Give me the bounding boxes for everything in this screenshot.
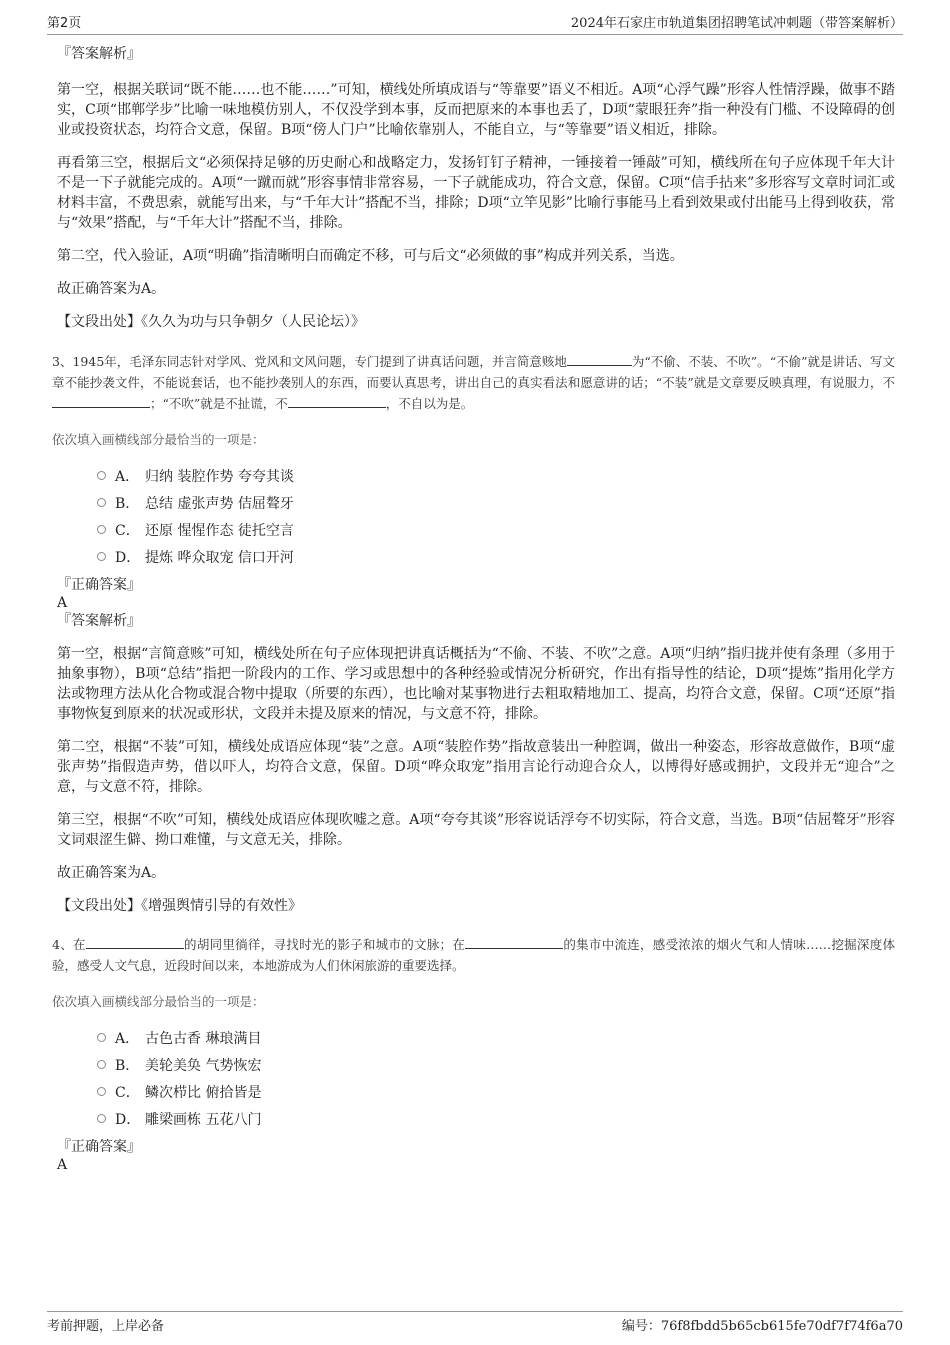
footer-slogan: 考前押题，上岸必备 xyxy=(47,1319,165,1334)
radio-icon[interactable] xyxy=(97,1033,106,1042)
source-citation: 【文段出处】《增强舆情引导的有效性》 xyxy=(57,898,302,914)
answer-conclusion: 故正确答案为A。 xyxy=(57,865,166,881)
analysis-paragraph: 再看第三空，根据后文“必须保持足够的历史耐心和战略定力，发扬钉钉子精神，一锤接着一锤敲”可知，横线所在句子应体现千年大计不是一下子就能完成的。A项“一蹴而就”形容事情非常容易，一下子就能成功，符合文意，保留。C项“信手拈来”多形容写文章时词汇或材料丰富，不费思索，就能写出来，与“千年大计”搭配不当，排除；D项“立竿见影”比喻行事能马上看到效果或付出能马上得到收获，常与“效果”搭配，与“千年大计”搭配不当，排除。 xyxy=(57,155,895,231)
page-content xyxy=(52,44,895,1174)
analysis-paragraph: 第一空，根据关联词“既不能……也不能……”可知，横线处所填成语与“等靠要”语义不相近。A项“心浮气躁”形容人性情浮躁，做事不踏实，C项“邯郸学步”比喻一味地模仿别人，不仅没学到本事，反而把原来的本事也丢了，D项“蒙眼狂奔”指一种没有门槛、不设障碍的创业或投资状态，均符合文意，保留。B项“傍人门户”比喻依靠别人，不能自立，与“等靠要”语义相近，排除。 xyxy=(57,82,895,138)
document-id: 编号：76f8fbdd5b65cb615fe70df7f74f6a70 xyxy=(621,1319,903,1334)
question-4-stem: 4、在 的胡同里徜徉，寻找时光的影子和城市的文脉；在 的集市中流连，感受浓浓的烟火气和人情味……挖掘深度体验，感受人文气息，近段时间以来，本地游成为人们休闲旅游的重要选择。 xyxy=(52,934,895,976)
option-d[interactable]: D． 提炼 哗众取宠 信口开河 xyxy=(97,543,895,570)
page-number: 第2页 xyxy=(47,16,82,31)
fill-blank xyxy=(567,351,632,366)
radio-icon[interactable] xyxy=(97,525,106,534)
fill-blank xyxy=(465,934,563,949)
fill-blank xyxy=(86,934,184,949)
analysis-paragraph: 第三空，根据“不吹”可知，横线处成语应体现吹嘘之意。A项“夸夸其谈”形容说话浮夸不切实际，符合文意，当选。B项“佶屈聱牙”形容文词艰涩生僻、拗口难懂，与文意无关，排除。 xyxy=(57,812,895,848)
radio-icon[interactable] xyxy=(97,552,106,561)
fill-blank xyxy=(288,393,386,408)
radio-icon[interactable] xyxy=(97,498,106,507)
question-4-options xyxy=(97,1024,895,1132)
correct-answer-label: 『正确答案』 xyxy=(57,577,141,593)
page-footer xyxy=(47,1311,903,1337)
radio-icon[interactable] xyxy=(97,471,106,480)
option-a[interactable]: A． 归纳 装腔作势 夸夸其谈 xyxy=(97,462,895,489)
analysis-paragraph: 第一空，根据“言简意赅”可知，横线处所在句子应体现把讲真话概括为“不偷、不装、不吹”之意。A项“归纳”指归拢并使有条理（多用于抽象事物），B项“总结”指把一阶段内的工作、学习或思想中的各种经验或情况分析研究，作出有指导性的结论，D项“提炼”指用化学方法或物理方法从化合物或混合物中提取（所要的东西），也比喻对某事物进行去粗取精地加工、提高，均符合文意，保留。C项“还原”指事物恢复到原来的状况或形状，文段并未提及原来的情况，与文意不符，排除。 xyxy=(57,646,895,722)
page-header xyxy=(47,12,903,35)
option-d[interactable]: D． 雕梁画栋 五花八门 xyxy=(97,1105,895,1132)
analysis-paragraph: 第二空，代入验证，A项“明确”指清晰明白而确定不移，可与后文“必须做的事”构成并列关系，当选。 xyxy=(57,248,684,264)
correct-answer-label: 『正确答案』 xyxy=(57,1139,141,1155)
correct-answer: A xyxy=(57,1157,68,1173)
question-3-stem: 3、1945年，毛泽东同志针对学风、党风和文风问题，专门提到了讲真话问题，并言简意赅地 为“不偷、不装、不吹”。“不偷”就是讲话、写文章不能抄袭文件，不能说套话，也不能抄袭别人的东西，而要认真思考，讲出自己的真实看法和愿意讲的话；“不装”就是文章要反映真理，有说服力，不；“不吹”就是不扯谎，不 ，不自以为是。 xyxy=(52,351,895,414)
correct-answer: A xyxy=(57,595,68,611)
analysis-paragraph: 第二空，根据“不装”可知，横线处成语应体现“装”之意。A项“装腔作势”指故意装出一种腔调，做出一种姿态，形容故意做作，B项“虚张声势”指假造声势，借以吓人，均符合文意，保留。D项“哗众取宠”指用言论行动迎合众人，以博得好感或拥护，文段并无“迎合”之意，与文意不符，排除。 xyxy=(57,739,895,795)
answer-conclusion: 故正确答案为A。 xyxy=(57,281,166,297)
analysis-label: 『答案解析』 xyxy=(57,613,141,629)
option-c[interactable]: C． 还原 惺惺作态 徒托空言 xyxy=(97,516,895,543)
option-c[interactable]: C． 鳞次栉比 俯拾皆是 xyxy=(97,1078,895,1105)
option-b[interactable]: B． 美轮美奂 气势恢宏 xyxy=(97,1051,895,1078)
radio-icon[interactable] xyxy=(97,1087,106,1096)
question-4-hint: 依次填入画横线部分最恰当的一项是： xyxy=(52,994,265,1009)
option-a[interactable]: A． 古色古香 琳琅满目 xyxy=(97,1024,895,1051)
source-citation: 【文段出处】《久久为功与只争朝夕（人民论坛）》 xyxy=(57,314,365,330)
question-3-options xyxy=(97,462,895,570)
analysis-label: 『答案解析』 xyxy=(57,46,141,62)
option-b[interactable]: B． 总结 虚张声势 佶屈聱牙 xyxy=(97,489,895,516)
document-title: 2024年石家庄市轨道集团招聘笔试冲刺题（带答案解析） xyxy=(570,16,903,31)
radio-icon[interactable] xyxy=(97,1114,106,1123)
fill-blank xyxy=(52,393,150,408)
question-3-hint: 依次填入画横线部分最恰当的一项是： xyxy=(52,432,265,447)
radio-icon[interactable] xyxy=(97,1060,106,1069)
